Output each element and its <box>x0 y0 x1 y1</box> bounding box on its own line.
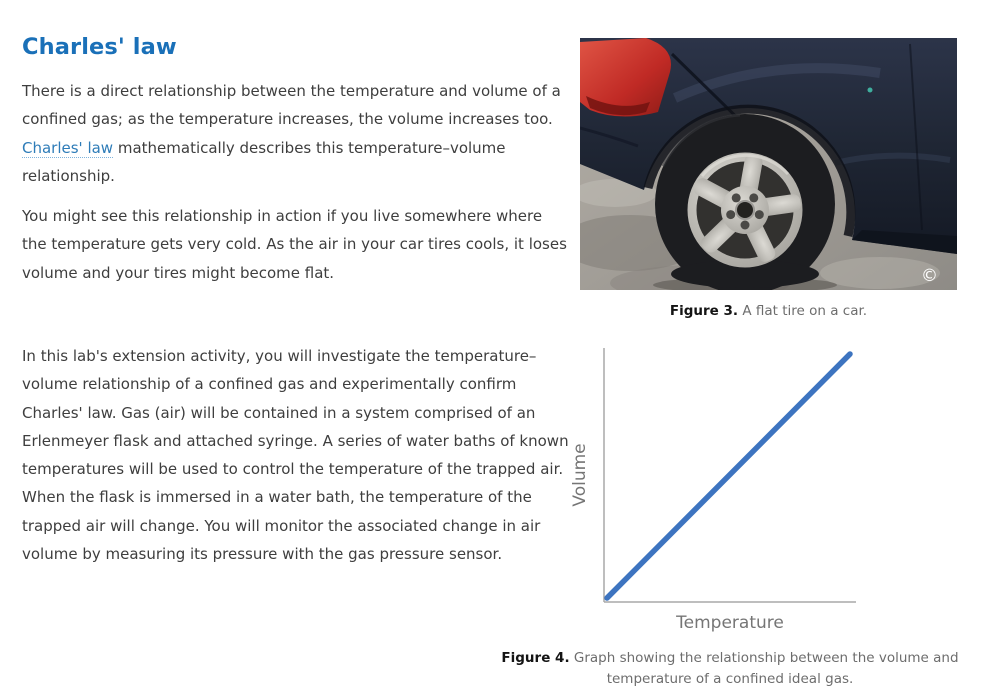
chart-svg <box>560 340 960 640</box>
copyright-icon: © <box>921 266 938 286</box>
body-speck <box>868 88 873 93</box>
trend-line <box>607 354 850 598</box>
charles-law-link[interactable]: Charles' law <box>22 138 114 157</box>
figure4-label: Figure 4. <box>501 650 570 666</box>
center-cap <box>736 201 754 219</box>
figure3-caption-text: A flat tire on a car. <box>738 303 868 319</box>
volume-temperature-chart <box>560 340 960 640</box>
y-axis-label: Volume <box>570 443 590 507</box>
flat-tire-photo <box>580 38 957 290</box>
figure3-label: Figure 3. <box>669 303 739 319</box>
paragraph-intro <box>22 77 570 190</box>
figure4-caption-text: Graph showing the relationship between the volume and temperature of a confined ideal gas. <box>569 650 959 687</box>
figure4-caption <box>495 648 965 690</box>
page-title: Charles' law <box>22 34 177 60</box>
flat-tire-illustration <box>580 38 957 290</box>
x-axis-label: Temperature <box>676 613 784 633</box>
paragraph-text: There is a direct relationship between the temperature and volume of a confined gas; as the temperature increases, the volume increases too. <box>22 82 561 129</box>
figure3-caption <box>580 301 957 322</box>
paragraph-text: mathematically describes this temperature–volume relationship. <box>22 138 506 185</box>
paragraph-lab-activity: In this lab's extension activity, you will investigate the temperature–volume relationship of a confined gas and experimentally confirm Charles' law. Gas (air) will be contained in a system comprised of an Erlenmeyer flask and attached syringe. A series of water baths of known temperatures will be used to control the temperature of the trapped air. When the flask is immersed in a water bath, the temperature of the trapped air will change. You will monitor the associated change in air volume by measuring its pressure with the gas pressure sensor. <box>22 347 569 564</box>
paragraph-tires: You might see this relationship in action if you live somewhere where the temperature gets very cold. As the air in your car tires cools, it loses volume and your tires might become flat. <box>22 207 567 282</box>
